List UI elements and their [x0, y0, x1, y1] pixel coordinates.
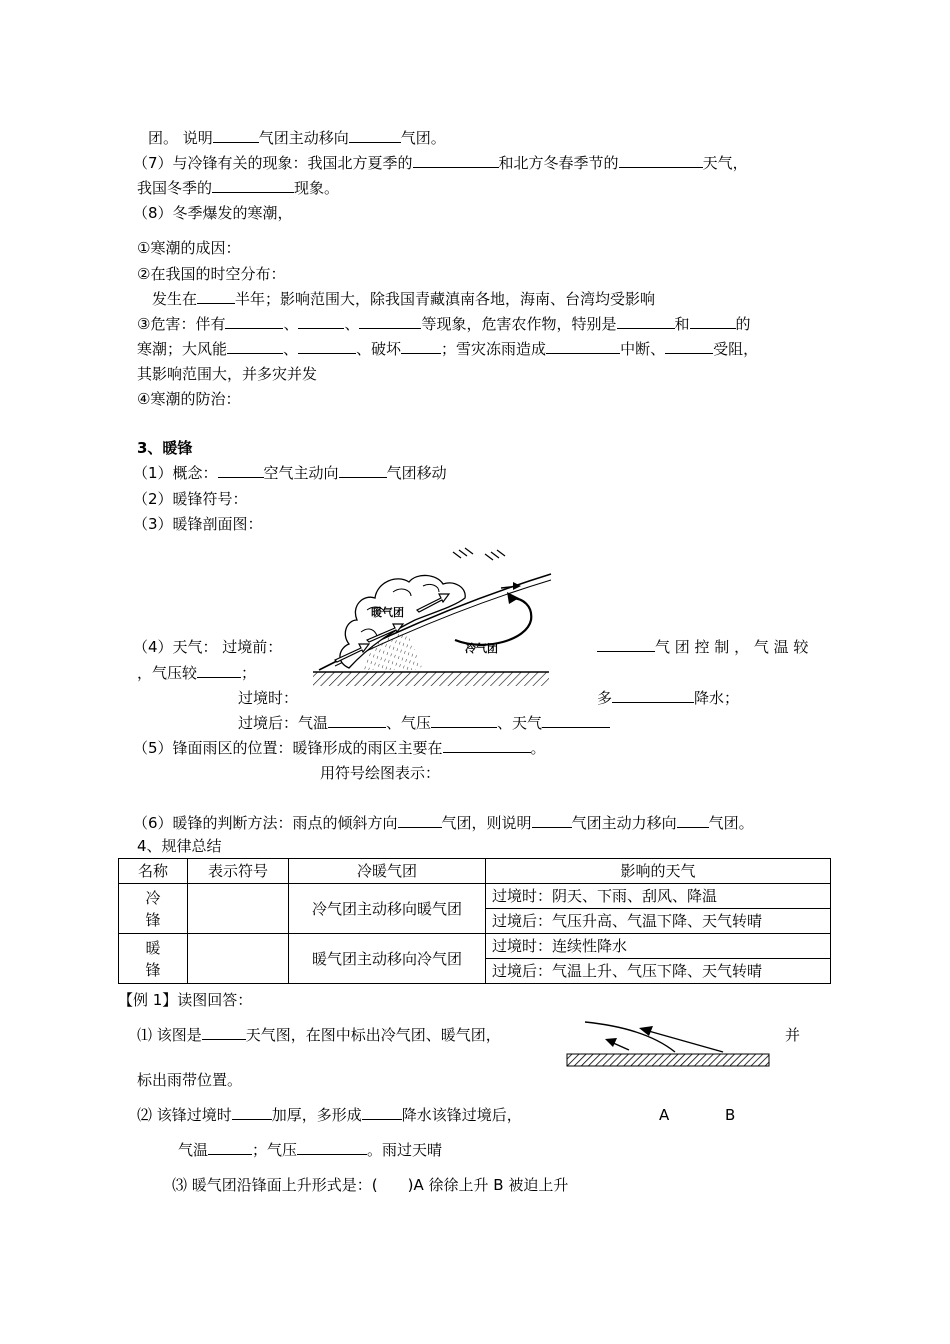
warm-item-4-right: 气 团 控 制 ， 气 温 较	[597, 637, 808, 657]
warm-item-4-after: 过境后：气温 、气压 、天气	[238, 713, 610, 733]
item-7: （7）与冷锋有关的现象：我国北方夏季的 和北方冬春季节的 天气，	[133, 154, 748, 172]
table-header-row	[119, 859, 831, 884]
example-q1-cont: 标出雨带位置。	[137, 1071, 243, 1089]
warm-item-4-during-right: 多 降水；	[597, 689, 740, 707]
warm-item-1: （1）概念： 空气主动向 气团移动	[133, 464, 447, 482]
warm-item-4: （4）天气： 过境前：	[133, 638, 283, 656]
warm-item-2: （2）暖锋符号：	[133, 490, 248, 508]
cold-air-label: 冷气团	[465, 642, 498, 655]
example-front-diagram	[565, 1018, 770, 1068]
warm-front-diagram	[305, 540, 560, 700]
table-cell-mass: 冷气团主动移向暖气团	[289, 884, 486, 934]
table-row	[119, 934, 831, 959]
table-cell-weather: 过境后：气压升高、气温下降、天气转晴	[486, 909, 831, 934]
warm-item-4-during: 过境时：	[238, 689, 299, 707]
table-row	[119, 884, 831, 909]
table-cell-weather: 过境时：阴天、下雨、刮风、降温	[486, 884, 831, 909]
example-q3: ⑶ 暖气团沿锋面上升形式是：( )A 徐徐上升 B 被迫上升	[172, 1176, 569, 1194]
example-title: 【例 1】读图回答：	[118, 991, 253, 1009]
example-q2-cont: 气温 ；气压 。雨过天晴	[178, 1141, 443, 1159]
cold-wave-prevention: ④寒潮的防治：	[137, 390, 241, 408]
summary-heading: 4、规律总结	[137, 837, 222, 855]
table-header: 冷暖气团	[289, 859, 486, 884]
label-a: A	[659, 1106, 670, 1124]
section-heading-warm-front: 3、暖锋	[137, 439, 193, 457]
label-b: B	[725, 1106, 736, 1124]
table-cell-name: 暖 锋	[119, 934, 188, 984]
table-cell-symbol	[188, 884, 289, 934]
table-cell-weather: 过境后：气温上升、气压下降、天气转晴	[486, 959, 831, 984]
warm-item-5: （5）锋面雨区的位置：暖锋形成的雨区主要在 。	[133, 739, 546, 757]
cold-wave-hazard-cont: 寒潮；大风能 、 、破坏 ；雪灾冻雨造成 中断、 受阻，	[137, 340, 759, 358]
table-cell-weather: 过境时：连续性降水	[486, 934, 831, 959]
table-cell-mass: 暖气团主动移向冷气团	[289, 934, 486, 984]
example-q1: ⑴ 该图是 天气图，在图中标出冷气团、暖气团，	[137, 1026, 501, 1044]
table-header: 表示符号	[188, 859, 289, 884]
table-cell-symbol	[188, 934, 289, 984]
cold-wave-hazard-cont2: 其影响范围大，并多灾并发	[137, 365, 318, 383]
table-cell-name: 冷 锋	[119, 884, 188, 934]
text-line-1: 团。 说明 气团主动移向 气团。	[148, 129, 446, 147]
cold-wave-distribution: ②在我国的时空分布：	[137, 265, 286, 283]
rain-marks	[453, 548, 505, 560]
cold-wave-hazard: ③危害：伴有 、 、 等现象，危害农作物，特别是 和 的	[137, 315, 751, 333]
summary-table	[118, 858, 831, 984]
warm-item-5-draw: 用符号绘图表示：	[320, 764, 441, 782]
cold-wave-cause: ①寒潮的成因：	[137, 239, 241, 257]
warm-item-6: （6）暖锋的判断方法：雨点的倾斜方向 气团，则说明 气团主动力移向 气团。	[133, 814, 754, 832]
example-q1-right: 并	[785, 1026, 801, 1044]
item-7-cont: 我国冬季的 现象。	[137, 179, 340, 197]
warm-air-label: 暖气团	[371, 606, 404, 619]
warm-item-4-pressure: ，气压较 ；	[137, 664, 257, 682]
item-8: （8）冬季爆发的寒潮，	[133, 204, 293, 222]
cold-wave-distribution-text: 发生在 半年；影响范围大，除我国青藏滇南各地，海南、台湾均受影响	[152, 290, 656, 308]
table-header: 影响的天气	[486, 859, 831, 884]
example-q2: ⑵ 该锋过境时 加厚，多形成 降水该锋过境后，	[137, 1106, 522, 1124]
warm-item-3: （3）暖锋剖面图：	[133, 515, 263, 533]
ground-hatch	[313, 672, 549, 686]
table-header: 名称	[119, 859, 188, 884]
